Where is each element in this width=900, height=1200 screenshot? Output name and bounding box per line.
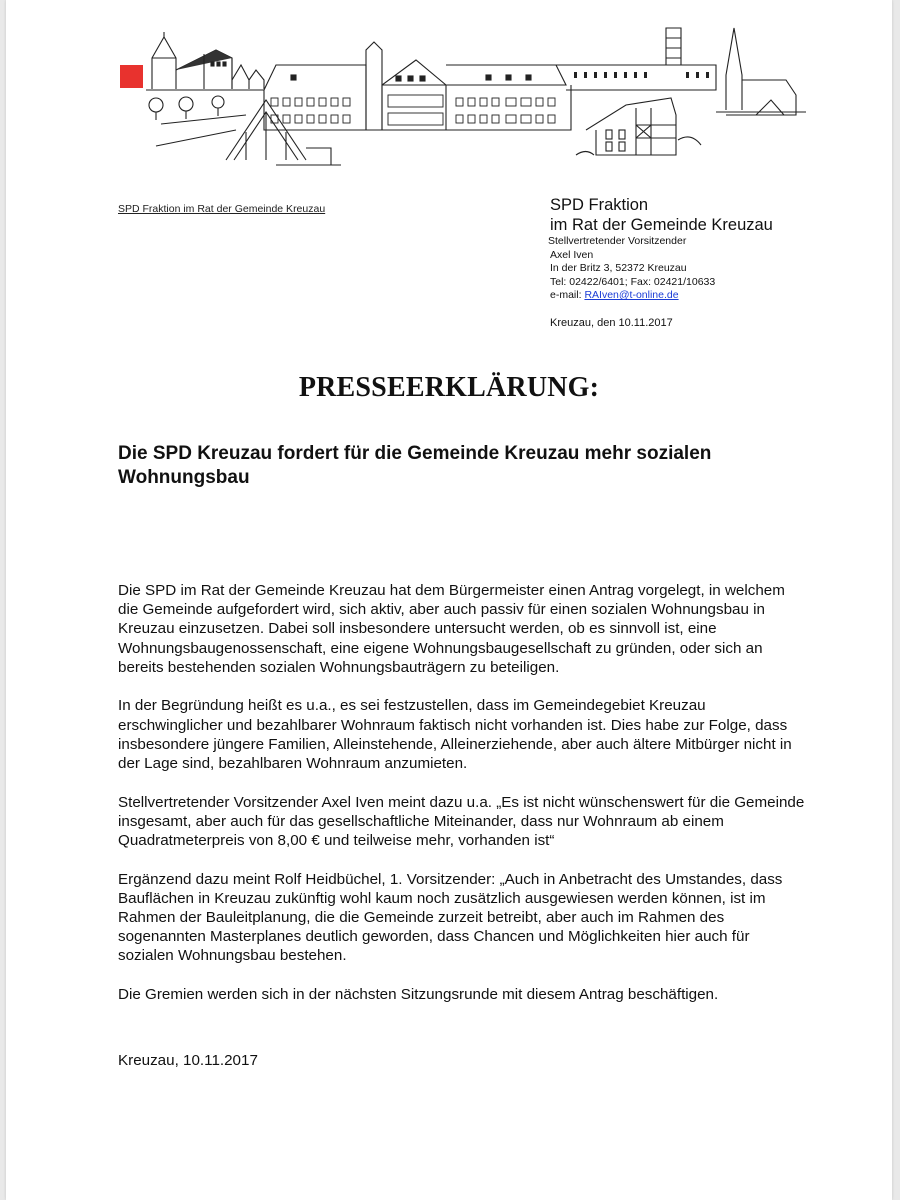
letterhead-email-row — [550, 289, 773, 303]
paragraph: Die SPD im Rat der Gemeinde Kreuzau hat dem Bürgermeister einen Antrag vorgelegt, in welchem die Gemeinde aufgefordert wird, sich aktiv, aber auch passiv für einen sozialen Wohnungsbau in Kreuzau einzusetzen. Dabei soll insbesondere untersucht werden, ob es sinnvoll ist, eine Wohnungsbaugenossenschaft, eine eigene Wohnungsbaugesellschaft zu gründen, oder sich an bereits bestehenden sozialen Wohnungsbauträgern zu beteiligen. — [118, 582, 785, 676]
letterhead-date: Kreuzau, den 10.11.2017 — [550, 316, 673, 329]
letterhead-address: In der Britz 3, 52372 Kreuzau — [550, 262, 687, 275]
paragraph: In der Begründung heißt es u.a., es sei festzustellen, dass im Gemeindegebiet Kreuzau erschwinglicher und bezahlbarer Wohnraum faktisch nicht vorhanden ist. Dies habe zur Folge, dass insbesondere jüngere Familien, Alleinstehende, Alleinerziehende, aber auch ältere Mitbürger nicht in der Lage sind, bezahlbaren Wohnraum anzumieten. — [118, 697, 792, 773]
factory-drawing — [556, 28, 716, 90]
modern-church-drawing — [226, 100, 341, 165]
closing-place-date: Kreuzau, 10.11.2017 — [118, 1052, 258, 1069]
document-subtitle: Die SPD Kreuzau fordert für die Gemeinde Kreuzau mehr sozialen Wohnungsbau — [118, 443, 712, 488]
email-label: e-mail: — [550, 289, 585, 302]
spd-logo-red-square — [120, 65, 143, 88]
town-hall-drawing — [264, 42, 571, 130]
letterhead-title-line2: im Rat der Gemeinde Kreuzau — [550, 216, 773, 234]
paragraph: Stellvertretender Vorsitzender Axel Iven meint dazu u.a. „Es ist nicht wünschenswert für die Gemeinde insgesamt, aber auch für das gesellschaftliche Miteinander, dass nur Wohnraum ab einem Quadratmeterpreis von 8,00 € und teilweise mehr, vorhanden ist“ — [118, 793, 805, 850]
town-skyline-banner — [116, 20, 806, 180]
paragraph: Ergänzend dazu meint Rolf Heidbüchel, 1. Vorsitzender: „Auch in Anbetracht des Umstandes, dass Bauflächen in Kreuzau zukünftig wohl kaum noch zusätzlich ausgewiesen werden können, ist im Rahmen der Bauleitplanung, die die Gemeinde zurzeit betreibt, aber auch im Rahmen des sogenannten Masterplanes deutlich geworden, dass Chancen und Möglichkeiten hier auch für sozialen Wohnungsbau bestehen. — [118, 870, 783, 965]
castle-drawing — [146, 32, 264, 90]
document-title: PRESSEERKLÄRUNG: — [298, 372, 600, 403]
letterhead-role: Stellvertretender Vorsitzender — [548, 235, 687, 247]
email-link[interactable]: RAIven@t-online.de — [584, 289, 679, 302]
body-text — [118, 581, 808, 1024]
letterhead-title-line1: SPD Fraktion — [550, 196, 649, 214]
church-steeple-drawing — [716, 28, 806, 115]
half-timbered-house-drawing — [576, 98, 701, 155]
letterhead-name: Axel Iven — [550, 248, 594, 261]
trees-drawing — [149, 96, 246, 146]
sender-return-address: SPD Fraktion im Rat der Gemeinde Kreuzau — [118, 203, 326, 215]
letterhead-phone-fax: Tel: 02422/6401; Fax: 02421/10633 — [550, 275, 716, 288]
document-page — [6, 0, 892, 1200]
paragraph: Die Gremien werden sich in der nächsten Sitzungsrunde mit diesem Antrag beschäftigen. — [118, 986, 719, 1004]
letterhead-block — [550, 195, 773, 331]
